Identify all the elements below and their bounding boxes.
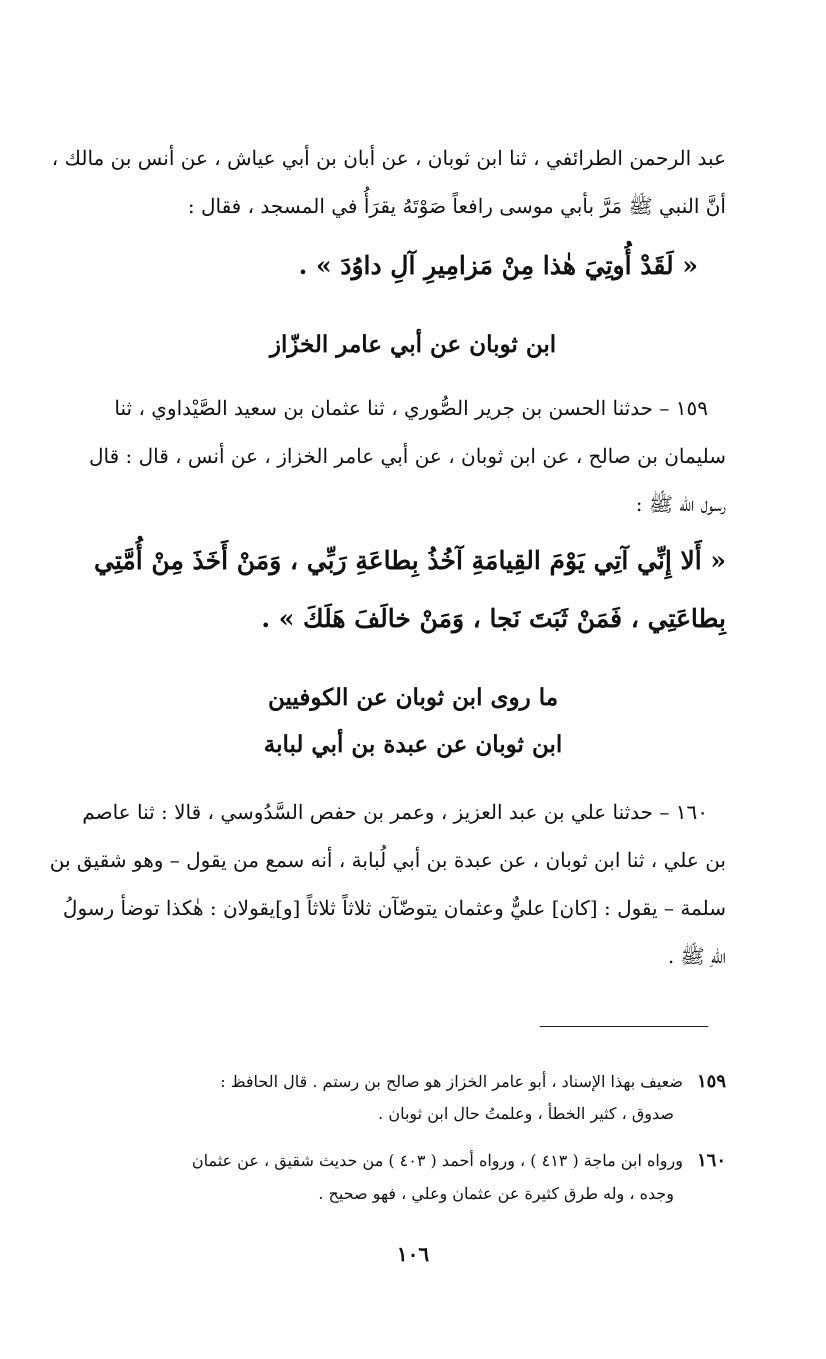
hadith-prev-line-2: أنَّ النبي ﷺ مَرَّ بأبي موسى رافعاً صَوْتَهُ يقرَأُ في المسجد ، فقال : [187,194,726,218]
hadith-159-line-3: رسول الله ﷺ : [635,492,726,516]
footnote-159-number: ١٥٩ [696,1071,726,1092]
section-subheading-abda: ابن ثوبان عن عبدة بن أبي لبابة [263,731,563,758]
hadith-160-line-4: اللهِ ﷺ . [667,944,726,968]
hadith-159-line-1: ١٥٩ – حدثنا الحسن بن جرير الصُّوري ، ثنا عثمان بن سعيد الصَّيْداوي ، ثنا [114,396,708,420]
section-heading-abu-amir: ابن ثوبان عن أبي عامر الخزّاز [269,331,557,358]
page-number: ١٠٦ [396,1242,430,1266]
hadith-159-quote-line-2: بِطاعَتِي ، فَمَنْ ثَبَتَ نَجا ، وَمَنْ خالَفَ هَلَكَ » . [261,604,726,633]
footnote-160-line-1 [86,1147,726,1175]
footnote-159-text-1: ضعيف بهذا الإسناد ، أبو عامر الخزاز هو صالح بن رستم . قال الحافظ : [220,1072,683,1091]
footnote-160-number: ١٦٠ [696,1150,726,1171]
hadith-159-quote-line-1: « أَلا إِنِّي آتِي يَوْمَ القِيامَةِ آخُذُ بِطاعَةِ رَبِّي ، وَمَنْ أَخَذَ مِنْ أُمَّتِي [94,546,726,575]
footnote-separator [540,1026,708,1027]
hadith-160-line-3: سلمة – يقول : [كان] عليٌّ وعثمان يتوضّآن ثلاثاً ثلاثاً [و]يقولان : هٰكذا توضأ رسولُ [62,896,726,920]
footnote-160-text-1: ورواه ابن ماجة ( ٤١٣ ) ، ورواه أحمد ( ٤٠٣ ) من حديث شقيق ، عن عثمان [191,1151,683,1170]
hadith-prev-line-1: عبد الرحمن الطرائفي ، ثنا ابن ثوبان ، عن أبان بن أبي عياش ، عن أنس بن مالك ، [51,146,726,170]
footnote-159-line-1 [86,1068,726,1096]
hadith-160-line-2: بن علي ، ثنا ابن ثوبان ، عن عبدة بن أبي لُبابة ، أنه سمع من يقول – وهو شقيق بن [49,848,726,872]
hadith-160-line-1: ١٦٠ – حدثنا علي بن عبد العزيز ، وعمر بن حفص السَّدُوسي ، قالا : ثنا عاصم [82,800,708,824]
footnote-160-line-2: وجده ، وله طرق كثيرة عن عثمان وعلي ، فهو صحيح . [318,1184,674,1203]
footnote-159-line-2: صدوق ، كثير الخطأ ، وعلمتُ حال ابن ثوبان . [378,1104,674,1123]
hadith-prev-quote: « لَقَدْ أُوتِيَ هٰذا مِنْ مَزامِيرِ آلِ داوُدَ » . [298,251,698,280]
hadith-159-line-2: سليمان بن صالح ، عن ابن ثوبان ، عن أبي عامر الخزاز ، عن أنس ، قال : قال [88,444,726,468]
section-heading-kufans: ما روى ابن ثوبان عن الكوفيين [267,684,559,711]
